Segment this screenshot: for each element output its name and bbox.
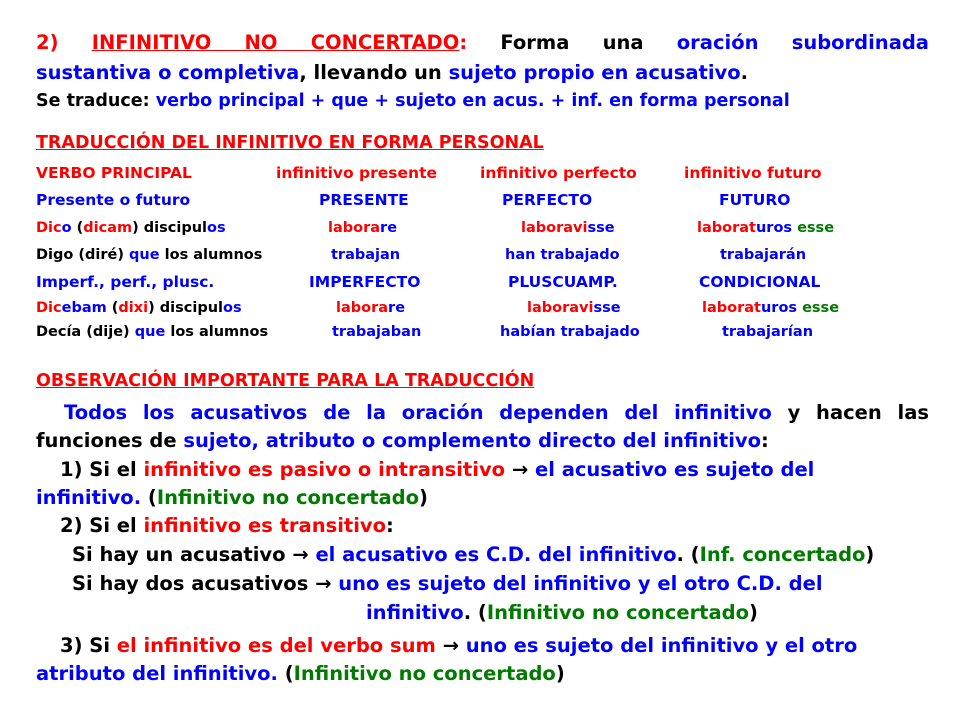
group1-tense-futuro: FUTURO xyxy=(719,191,791,209)
group1-spanish-perfecto: han trabajado xyxy=(505,247,620,263)
se-traduce-line xyxy=(36,91,790,111)
rule-2-sub-2 xyxy=(72,572,823,595)
group2-latin-inf-futuro: laboraturos esse xyxy=(702,300,840,316)
rule-3-b: el infinitivo es del verbo sum xyxy=(116,634,436,657)
header-verbo-principal: VERBO PRINCIPAL xyxy=(36,164,192,182)
group2-label: Imperf., perf., plusc. xyxy=(36,273,215,291)
observacion-title: OBSERVACIÓN IMPORTANTE PARA LA TRADUCCIÓN xyxy=(36,371,535,391)
obs-text-6: : xyxy=(761,429,769,452)
rule-1-b: infinitivo es pasivo o intransitivo xyxy=(143,458,506,481)
intro-paragraph xyxy=(36,28,929,88)
rule-3 xyxy=(36,632,929,688)
section-number: 2) xyxy=(36,31,59,54)
group1-latin-inf-presente: laborare xyxy=(328,220,398,236)
group2-spanish-verb: Decía (dije) que los alumnos xyxy=(36,324,269,340)
se-traduce-label: Se traduce: xyxy=(36,91,150,111)
intro-text-5: sujeto propio en acusativo xyxy=(448,61,741,84)
rule-2-s1e: ) xyxy=(865,543,875,566)
rule-1 xyxy=(36,456,929,512)
group1-tense-perfecto: PERFECTO xyxy=(502,191,593,209)
rule-3-f: Infinitivo no concertado xyxy=(293,662,556,685)
rule-2-a: 2) Si el xyxy=(60,514,137,537)
rule-1-c: el acusativo es sujeto del xyxy=(535,458,815,481)
group1-spanish-presente: trabajan xyxy=(331,247,401,263)
group2-spanish-pluscuamp: habían trabajado xyxy=(500,324,640,340)
group2-spanish-condicional: trabajarían xyxy=(722,324,814,340)
intro-text-6: . xyxy=(740,61,749,84)
obs-text-3: y hacen las xyxy=(787,401,930,424)
rule-3-g: ) xyxy=(555,662,565,685)
obs-text-5: sujeto, atributo o complemento directo del infinitivo xyxy=(183,429,761,452)
arrow-icon: → xyxy=(442,634,459,657)
group2-spanish-imperfecto: trabajaban xyxy=(332,324,422,340)
observacion-paragraph xyxy=(36,399,929,455)
rule-2-s2d: . ( xyxy=(463,601,487,624)
intro-text-3: sustantiva o completiva xyxy=(36,61,300,84)
rule-2-b: infinitivo es transitivo xyxy=(143,514,386,537)
rule-2-sub-2-cont xyxy=(366,601,758,624)
arrow-icon: → xyxy=(292,543,309,566)
rule-3-e: ( xyxy=(284,662,294,685)
arrow-icon: → xyxy=(315,572,332,595)
rule-2-c: : xyxy=(386,514,394,537)
group1-latin-verb: Dico (dicam) discipulos xyxy=(36,220,226,236)
header-inf-presente: infinitivo presente xyxy=(276,164,438,182)
rule-2-s2f: ) xyxy=(749,601,758,624)
group1-tense-presente: PRESENTE xyxy=(319,191,409,209)
obs-text-1: Todos los acusativos de la oración dependen del xyxy=(64,401,659,424)
rule-2-s2b: uno es sujeto del infinitivo y el otro C.D. del xyxy=(338,572,823,595)
group1-spanish-verb: Digo (diré) que los alumnos xyxy=(36,247,263,263)
intro-text-1: Forma una xyxy=(500,31,644,54)
rule-2-s2a: Si hay dos acusativos xyxy=(72,572,309,595)
rule-1-g: ) xyxy=(419,486,428,509)
rule-2-s1d: Inf. concertado xyxy=(699,543,866,566)
group2-tense-pluscuamp: PLUSCUAMP. xyxy=(508,273,618,291)
rule-2-s1a: Si hay un acusativo xyxy=(72,543,286,566)
rule-2-s1c: . ( xyxy=(676,543,700,566)
obs-text-2: infinitivo xyxy=(674,401,772,424)
group2-latin-verb: Dicebam (dixi) discipulos xyxy=(36,300,242,316)
rule-3-a: 3) Si xyxy=(60,634,110,657)
header-inf-futuro: infinitivo futuro xyxy=(684,164,822,182)
rule-2-s2e: Infinitivo no concertado xyxy=(486,601,750,624)
group1-latin-inf-futuro: laboraturos esse xyxy=(697,220,835,236)
group2-latin-inf-perfecto: laboravisse xyxy=(527,300,621,316)
group1-latin-inf-perfecto: laboravisse xyxy=(521,220,615,236)
rule-2-s2c: infinitivo xyxy=(366,601,464,624)
header-inf-perfecto: infinitivo perfecto xyxy=(480,164,637,182)
intro-text-2: oración subordinada xyxy=(676,31,929,54)
rule-2-s1b: el acusativo es C.D. del infinitivo xyxy=(315,543,677,566)
group2-latin-inf-presente: laborare xyxy=(336,300,406,316)
rule-1-f: Infinitivo no concertado xyxy=(156,486,420,509)
rule-2-sub-1 xyxy=(72,543,874,566)
intro-text-4: , llevando un xyxy=(299,61,442,84)
group1-label: Presente o futuro xyxy=(36,191,191,209)
rule-1-a: 1) Si el xyxy=(60,458,137,481)
rule-1-e: ( xyxy=(147,486,157,509)
group2-tense-condicional: CONDICIONAL xyxy=(699,273,821,291)
group2-tense-imperfecto: IMPERFECTO xyxy=(309,273,421,291)
term-colon: : xyxy=(459,31,468,54)
group1-spanish-futuro: trabajarán xyxy=(720,247,807,263)
arrow-icon: → xyxy=(511,458,529,481)
rule-1-d: infinitivo. xyxy=(36,486,142,509)
section-term: INFINITIVO NO CONCERTADO xyxy=(91,31,460,54)
rule-3-d: atributo del infinitivo. xyxy=(36,662,278,685)
obs-text-4: funciones de xyxy=(36,429,177,452)
rule-2-head xyxy=(60,514,394,537)
se-traduce-formula: verbo principal + que + sujeto en acus. + inf. en forma personal xyxy=(155,91,790,111)
rule-3-c: uno es sujeto del infinitivo y el otro xyxy=(465,634,858,657)
table-title: TRADUCCIÓN DEL INFINITIVO EN FORMA PERSONAL xyxy=(36,133,544,153)
